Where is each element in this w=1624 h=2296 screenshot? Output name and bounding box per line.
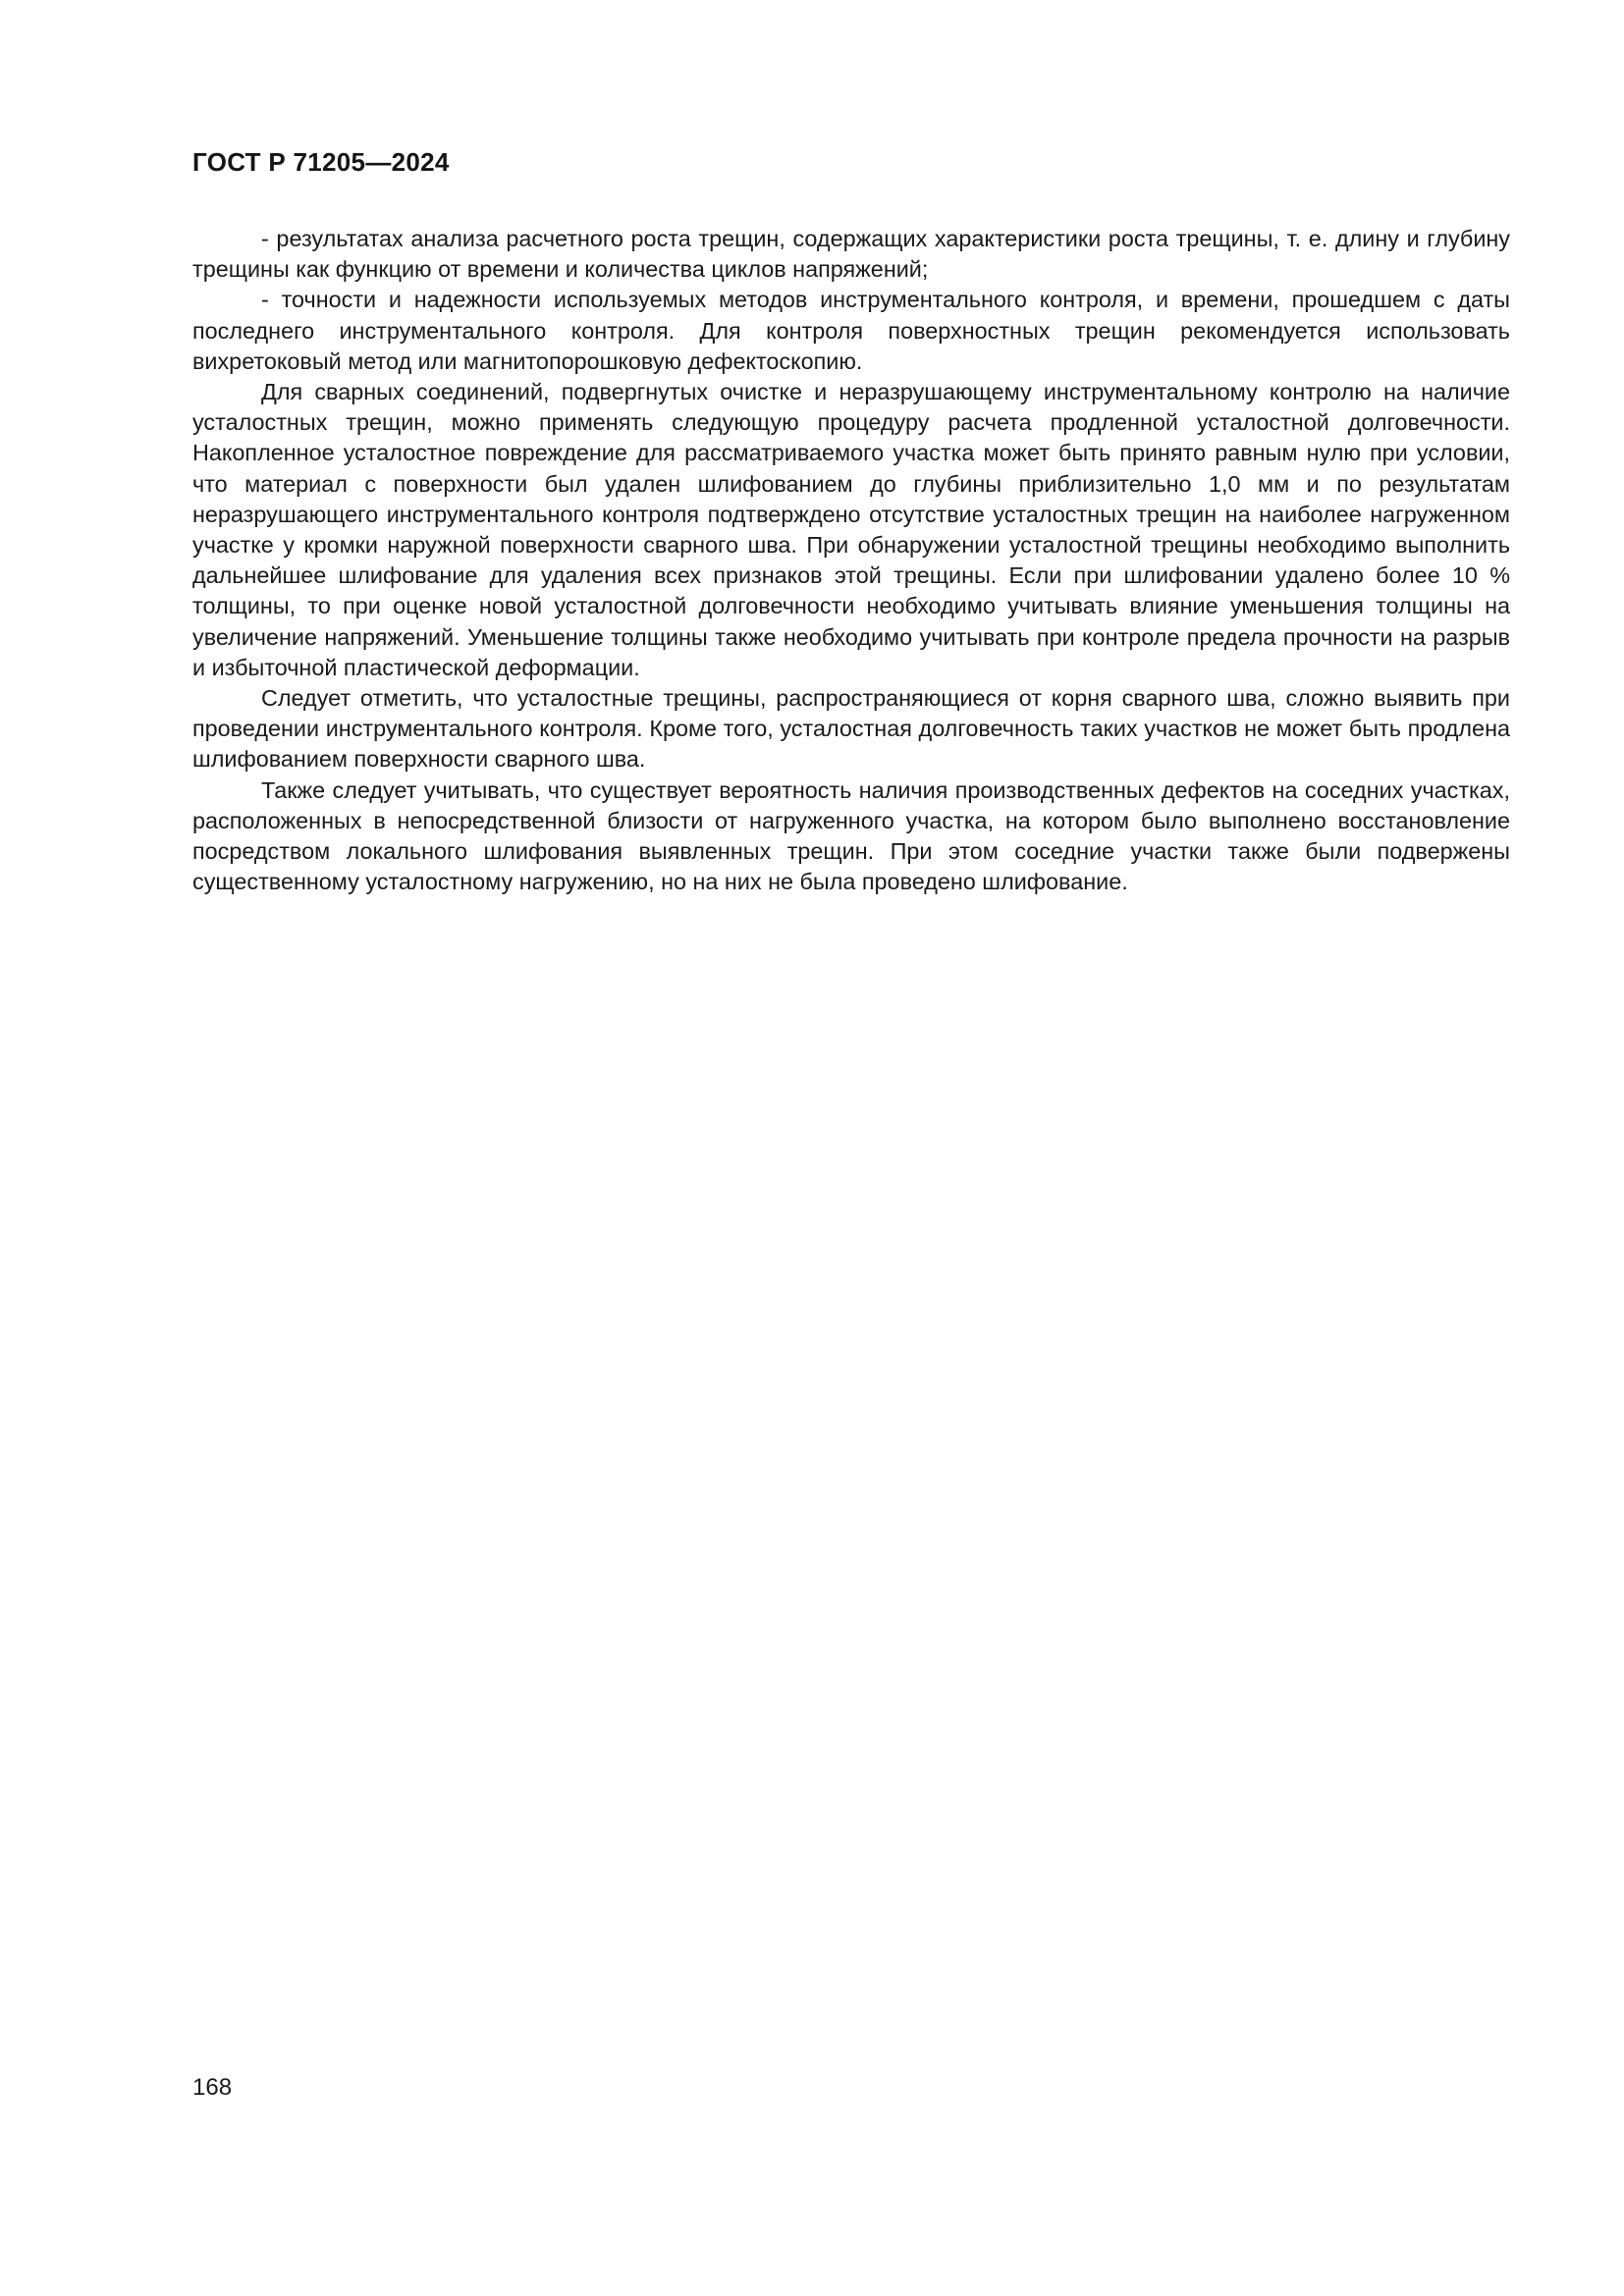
document-header: ГОСТ Р 71205—2024: [192, 147, 450, 177]
paragraph-root-cracks: Следует отметить, что усталостные трещины, распространяющиеся от корня сварного шва, сложно выявить при проведении инструментального контроля. Кроме того, усталостная долговечность таких участков не может быть продлена шлифованием поверхности сварного шва.: [192, 685, 1510, 773]
document-body: [192, 224, 1510, 897]
paragraph-inspection-accuracy: - точности и надежности используемых методов инструментального контроля, и времени, прошедшем с даты последнего инструментального контроля. Для контроля поверхностных трещин рекомендуется использовать вихретоковый метод или магнитопорошковую дефектоскопию.: [192, 287, 1510, 374]
page-number: 168: [192, 2074, 233, 2101]
paragraph-crack-growth: - результатах анализа расчетного роста трещин, содержащих характеристики роста трещины, т. е. длину и глубину трещины как функцию от времени и количества циклов напряжений;: [192, 226, 1510, 283]
paragraph-welded-joints: Для сварных соединений, подвергнутых очистке и неразрушающему инструментальному контролю на наличие усталостных трещин, можно применять следующую процедуру расчета продленной усталостной долговечности. Накопленное усталостное повреждение для рассматриваемого участка может быть принято равным нулю при условии, что материал с поверхности был удален шлифованием до глубины приблизительно 1,0 мм и по результатам неразрушающего инструментального контроля подтверждено отсутствие усталостных трещин на наиболее нагруженном участке у кромки наружной поверхности сварного шва. При обнаружении усталостной трещины необходимо выполнить дальнейшее шлифование для удаления всех признаков этой трещины. Если при шлифовании удалено более 10 % толщины, то при оценке новой усталостной долговечности необходимо учитывать влияние уменьшения толщины на увеличение напряжений. Уменьшение толщины также необходимо учитывать при контроле предела прочности на разрыв и избыточной пластической деформации.: [192, 379, 1510, 680]
paragraph-adjacent-areas: Также следует учитывать, что существует вероятность наличия производственных дефектов на соседних участках, расположенных в непосредственной близости от нагруженного участка, на котором было выполнено восстановление посредством локального шлифования выявленных трещин. При этом соседние участки также были подвержены существенному усталостному нагружению, но на них не была проведено шлифование.: [192, 776, 1510, 895]
